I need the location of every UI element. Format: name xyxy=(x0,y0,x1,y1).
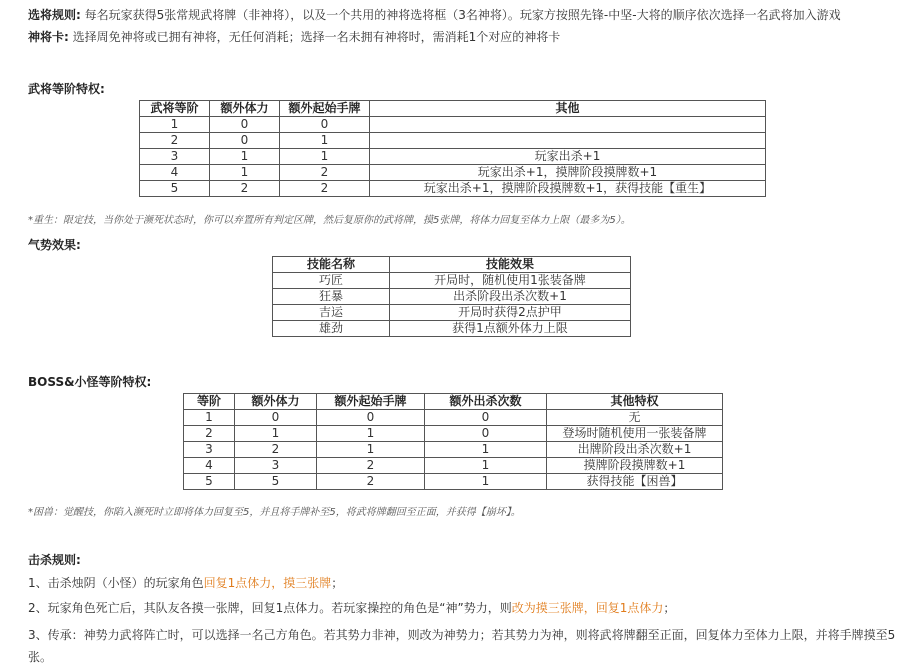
table-row xyxy=(184,426,723,442)
table-header-cell: 武将等阶 xyxy=(140,101,210,117)
table-row xyxy=(273,305,631,321)
god-card-label: 神将卡: xyxy=(28,30,69,44)
table-cell: 1 xyxy=(425,474,547,490)
table-cell: 3 xyxy=(235,458,317,474)
table-cell: 2 xyxy=(184,426,235,442)
table-cell: 0 xyxy=(210,133,280,149)
kill-rule-2-end: ； xyxy=(663,601,676,615)
table-cell: 1 xyxy=(235,426,317,442)
table-cell xyxy=(370,117,766,133)
rebirth-note: *重生：限定技，当你处于濒死状态时，你可以弃置所有判定区牌，然后复原你的武将牌，摸5张牌，将体力回复至体力上限（最多为5）。 xyxy=(28,215,631,226)
kill-rules-title: 击杀规则: xyxy=(28,553,81,567)
table-cell: 4 xyxy=(140,165,210,181)
table-row xyxy=(140,149,766,165)
selection-rule-text: 每名玩家获得5张常规武将牌（非神将），以及一个共用的神将选将框（3名神将）。玩家方按照先锋-中坚-大将的顺序依次选择一名武将加入游戏 xyxy=(84,8,841,22)
momentum-title: 气势效果: xyxy=(28,238,81,252)
table-header-cell: 额外出杀次数 xyxy=(425,394,547,410)
table-cell: 出杀阶段出杀次数+1 xyxy=(390,289,631,305)
table-cell: 开局时，随机使用1张装备牌 xyxy=(390,273,631,289)
general-rank-title: 武将等阶特权: xyxy=(28,82,105,96)
momentum-table xyxy=(272,256,631,337)
table-cell: 无 xyxy=(547,410,723,426)
table-cell: 雄劲 xyxy=(273,321,390,337)
kill-rule-1-end: ； xyxy=(331,576,344,590)
table-cell: 获得1点额外体力上限 xyxy=(390,321,631,337)
trapped-beast-note: *困兽：觉醒技，你陷入濒死时立即将体力回复至5，并且将手牌补至5，将武将牌翻回至正面，并获得【崩坏】。 xyxy=(28,507,521,518)
table-cell: 4 xyxy=(184,458,235,474)
table-cell: 0 xyxy=(317,410,425,426)
table-cell: 2 xyxy=(317,458,425,474)
kill-rule-2-highlight: 改为摸三张牌，回复1点体力 xyxy=(511,601,664,615)
kill-rule-1 xyxy=(28,572,898,594)
table-cell: 2 xyxy=(280,165,370,181)
god-card-text: 选择周免神将或已拥有神将，无任何消耗；选择一名未拥有神将时，需消耗1个对应的神将卡 xyxy=(72,30,561,44)
table-header-cell: 额外起始手牌 xyxy=(280,101,370,117)
kill-rule-2-text: 2、玩家角色死亡后，其队友各摸一张牌，回复1点体力。若玩家操控的角色是“神”势力，则 xyxy=(28,601,512,615)
table-cell: 巧匠 xyxy=(273,273,390,289)
table-row xyxy=(140,165,766,181)
table-row xyxy=(273,289,631,305)
table-cell: 5 xyxy=(235,474,317,490)
table-cell: 0 xyxy=(280,117,370,133)
table-cell: 3 xyxy=(184,442,235,458)
table-header-cell: 额外体力 xyxy=(235,394,317,410)
table-cell: 0 xyxy=(210,117,280,133)
table-cell: 玩家出杀+1，摸牌阶段摸牌数+1 xyxy=(370,165,766,181)
boss-rank-table xyxy=(183,393,723,490)
table-row xyxy=(273,273,631,289)
table-row xyxy=(184,458,723,474)
table-cell xyxy=(370,133,766,149)
table-cell: 获得技能【困兽】 xyxy=(547,474,723,490)
table-cell: 开局时获得2点护甲 xyxy=(390,305,631,321)
table-cell: 1 xyxy=(184,410,235,426)
table-cell: 0 xyxy=(425,426,547,442)
table-row xyxy=(140,117,766,133)
table-cell: 2 xyxy=(235,442,317,458)
table-cell: 1 xyxy=(210,165,280,181)
table-header-cell: 等阶 xyxy=(184,394,235,410)
table-cell: 1 xyxy=(280,149,370,165)
table-cell: 1 xyxy=(280,133,370,149)
table-cell: 1 xyxy=(317,426,425,442)
kill-rule-3: 3、传承：神势力武将阵亡时，可以选择一名己方角色。若其势力非神，则改为神势力；若其势力为神，则将武将牌翻至正面，回复体力至体力上限，并将手牌摸至5张。 xyxy=(28,628,896,664)
table-cell: 摸牌阶段摸牌数+1 xyxy=(547,458,723,474)
table-cell: 吉运 xyxy=(273,305,390,321)
table-cell: 2 xyxy=(280,181,370,197)
table-cell: 5 xyxy=(140,181,210,197)
table-row xyxy=(184,410,723,426)
table-row xyxy=(140,181,766,197)
table-cell: 1 xyxy=(210,149,280,165)
table-cell: 玩家出杀+1，摸牌阶段摸牌数+1，获得技能【重生】 xyxy=(370,181,766,197)
table-cell: 1 xyxy=(425,442,547,458)
table-header-cell: 其他特权 xyxy=(547,394,723,410)
table-cell: 1 xyxy=(317,442,425,458)
general-rank-table xyxy=(139,100,766,197)
table-cell: 2 xyxy=(140,133,210,149)
table-cell: 3 xyxy=(140,149,210,165)
table-row xyxy=(184,474,723,490)
kill-rule-1-highlight: 回复1点体力，摸三张牌 xyxy=(203,576,332,590)
table-cell: 2 xyxy=(210,181,280,197)
table-row xyxy=(184,442,723,458)
table-cell: 玩家出杀+1 xyxy=(370,149,766,165)
table-header-cell: 额外体力 xyxy=(210,101,280,117)
god-card-rule xyxy=(28,29,898,45)
table-cell: 登场时随机使用一张装备牌 xyxy=(547,426,723,442)
table-cell: 0 xyxy=(235,410,317,426)
selection-rule xyxy=(28,7,898,23)
table-cell: 2 xyxy=(317,474,425,490)
boss-rank-title: BOSS&小怪等阶特权: xyxy=(28,375,152,389)
table-header-cell: 技能名称 xyxy=(273,257,390,273)
table-cell: 出牌阶段出杀次数+1 xyxy=(547,442,723,458)
table-cell: 5 xyxy=(184,474,235,490)
table-cell: 0 xyxy=(425,410,547,426)
table-cell: 1 xyxy=(140,117,210,133)
kill-rule-2 xyxy=(28,597,898,619)
table-cell: 狂暴 xyxy=(273,289,390,305)
kill-rule-1-text: 1、击杀烛阴（小怪）的玩家角色 xyxy=(28,576,204,590)
selection-rule-label: 选将规则: xyxy=(28,8,81,22)
table-header-cell: 其他 xyxy=(370,101,766,117)
table-row xyxy=(140,133,766,149)
table-header-cell: 额外起始手牌 xyxy=(317,394,425,410)
table-header-cell: 技能效果 xyxy=(390,257,631,273)
table-cell: 1 xyxy=(425,458,547,474)
table-row xyxy=(273,321,631,337)
